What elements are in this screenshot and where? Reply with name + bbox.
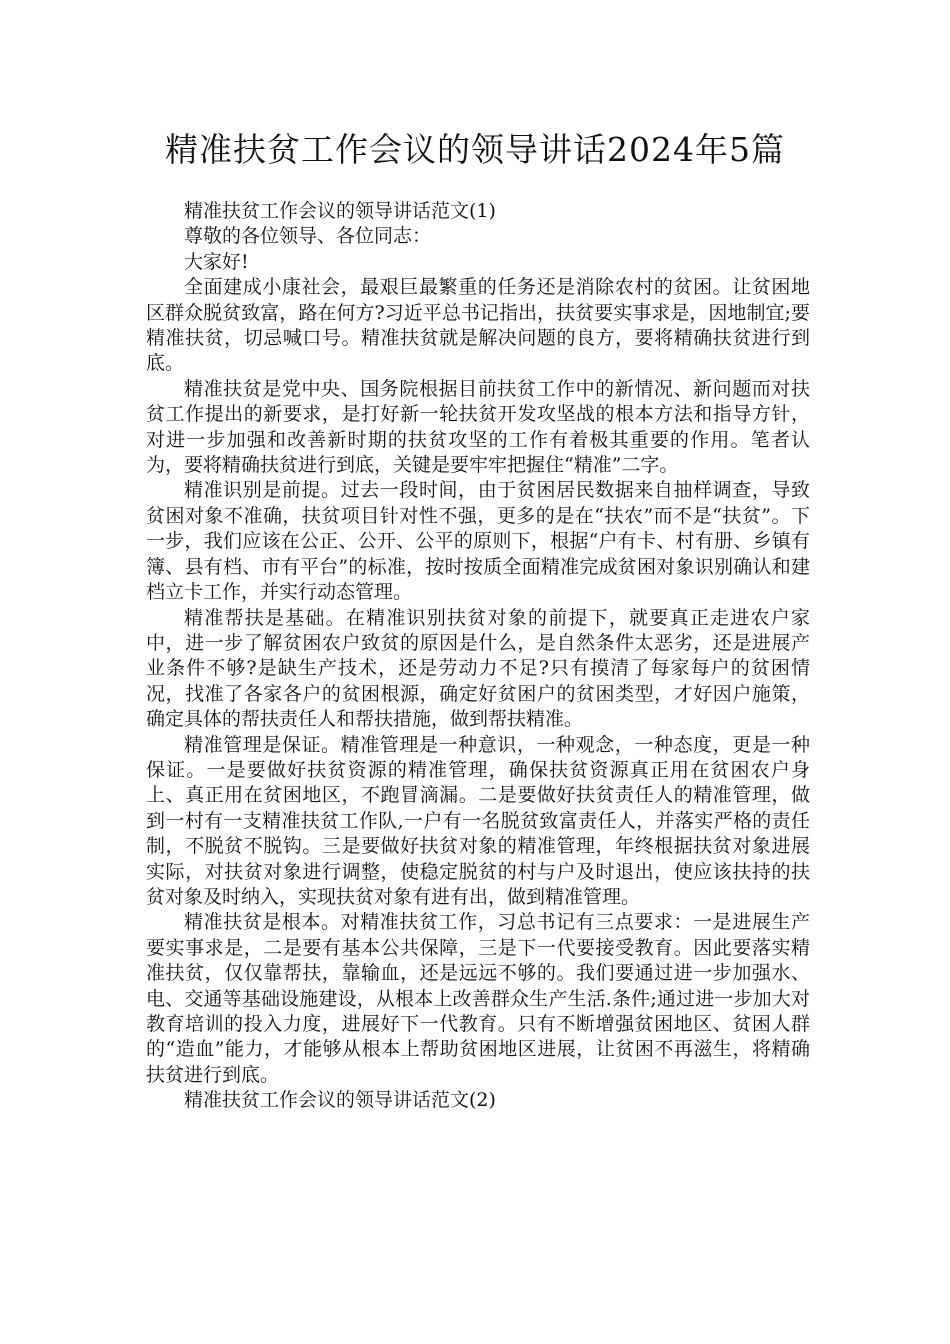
paragraph-management: 精准管理是保证。精准管理是一种意识，一种观念，一种态度，更是一种保证。一是要做好扶贫资源的精准管理，确保扶贫资源真正用在贫困农户身上、真正用在贫困地区，不跑冒滴漏。二是要做好扶贫责任人的精准管理，做到一村有一支精准扶贫工作队,一户有一名脱贫致富责任人，并落实严格的责任制，不脱贫不脱钩。三是要做好扶贫对象的精准管理，年终根据扶贫对象进展实际，对扶贫对象进行调整，使稳定脱贫的村与户及时退出，使应该扶持的扶贫对象及时纳入，实现扶贫对象有进有出，做到精准管理。	[146, 733, 810, 908]
paragraph-policy: 精准扶贫是党中央、国务院根据目前扶贫工作中的新情况、新问题而对扶贫工作提出的新要求，是打好新一轮扶贫开发攻坚战的根本方法和指导方针，对进一步加强和改善新时期的扶贫攻坚的工作有着极其重要的作用。笔者认为，要将精确扶贫进行到底，关键是要牢牢把握住“精准”二字。	[146, 377, 810, 477]
paragraph-section-heading-2: 精准扶贫工作会议的领导讲话范文(2)	[184, 1089, 496, 1112]
paragraph-section-heading-1: 精准扶贫工作会议的领导讲话范文(1)	[184, 200, 496, 222]
paragraph-assistance: 精准帮扶是基础。在精准识别扶贫对象的前提下，就要真正走进农户家中，进一步了解贫困农户致贫的原因是什么，是自然条件太恶劣，还是进展产业条件不够?是缺生产技术，还是劳动力不足?只有摸清了每家每户的贫困情况，找准了各家各户的贫困根源，确定好贫困户的贫困类型，才好因户施策，确定具体的帮扶责任人和帮扶措施，做到帮扶精准。	[146, 606, 810, 731]
paragraph-fundamental: 精准扶贫是根本。对精准扶贫工作，习总书记有三点要求：一是进展生产要实事求是，二是要有基本公共保障，三是下一代要接受教育。因此要落实精准扶贫，仅仅靠帮扶，靠输血，还是远远不够的。我们要通过进一步加强水、电、交通等基础设施建设，从根本上改善群众生产生活.条件;通过进一步加大对教育培训的投入力度，进展好下一代教育。只有不断增强贫困地区、贫困人群的“造血”能力，才能够从根本上帮助贫困地区进展，让贫困不再滋生，将精确扶贫进行到底。	[146, 911, 810, 1086]
paragraph-identification: 精准识别是前提。过去一段时间，由于贫困居民数据来自抽样调查，导致贫困对象不准确，扶贫项目针对性不强，更多的是在“扶农”而不是“扶贫”。下一步，我们应该在公正、公开、公平的原则下，根据“户有卡、村有册、乡镇有簿、县有档、市有平台”的标准，按时按质全面精准完成贫困对象识别确认和建档立卡工作，并实行动态管理。	[146, 479, 810, 604]
document-title: 精准扶贫工作会议的领导讲话2024年5篇	[165, 130, 785, 169]
document-body	[146, 199, 810, 1114]
paragraph-intro: 全面建成小康社会，最艰巨最繁重的任务还是消除农村的贫困。让贫困地区群众脱贫致富，路在何方?习近平总书记指出，扶贫要实事求是，因地制宜;要精准扶贫，切忌喊口号。精准扶贫就是解决问题的良方，要将精确扶贫进行到底。	[146, 276, 810, 375]
paragraph-greeting: 大家好!	[184, 250, 249, 273]
paragraph-salutation: 尊敬的各位领导、各位同志：	[184, 225, 432, 248]
